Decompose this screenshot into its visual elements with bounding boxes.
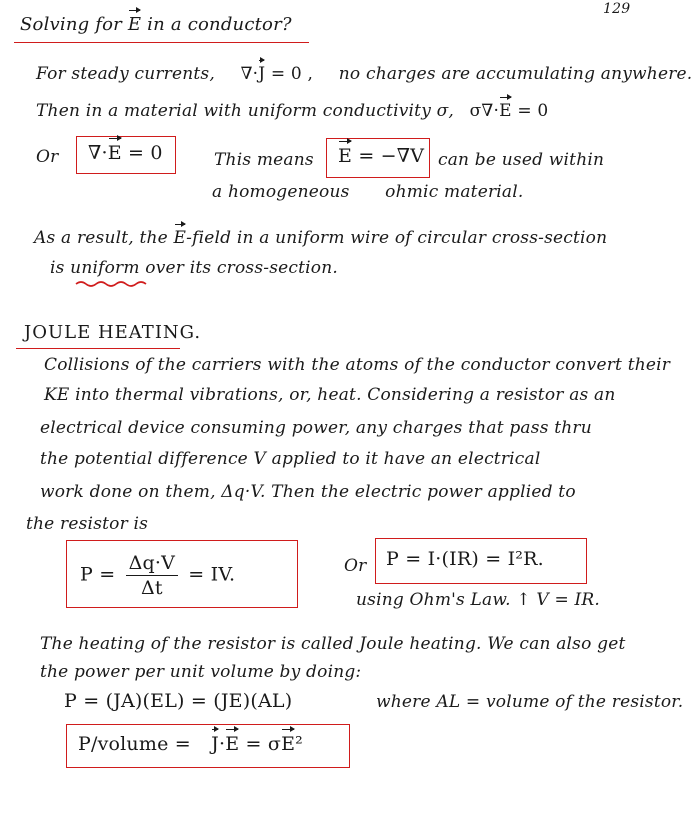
para-line-4: the potential difference V applied to it have an electrical	[40, 449, 541, 469]
para-line-5: work done on them, Δq·V. Then the electric power applied to	[40, 482, 576, 502]
heading2-underline	[16, 348, 180, 349]
or-label: Or	[36, 147, 59, 167]
heading1-underline	[14, 42, 309, 43]
or-label-2: Or	[344, 556, 367, 576]
uniform-squiggle	[76, 280, 146, 288]
page-number: 129	[603, 1, 631, 17]
divergence-eq: ∇·E = 0	[88, 142, 163, 164]
uniform-conductivity-line: Then in a material with uniform conductivity σ, σ∇·E = 0	[36, 101, 549, 121]
vector-e: E	[127, 14, 142, 35]
power-fraction: $\frac{\Delta q\cdot V}{\Delta t}$	[126, 552, 178, 599]
joule-line-1: The heating of the resistor is called Joule heating. We can also get	[40, 634, 626, 654]
this-means-label: This means	[214, 150, 314, 170]
joule-line-2: the power per unit volume by doing:	[40, 662, 362, 682]
power-i2r-eq: P = I·(IR) = I²R.	[386, 548, 544, 570]
ohms-law-note: using Ohm's Law. ↑ V = IR.	[356, 590, 601, 610]
para-line-6: the resistor is	[26, 514, 149, 534]
power-volume-derivation: P = (JA)(EL) = (JE)(AL)	[64, 690, 293, 712]
gradient-eq: E = −∇V	[338, 145, 425, 167]
where-volume-note: where AL = volume of the resistor.	[376, 692, 684, 712]
homogeneous-label: a homogeneous ohmic material.	[212, 182, 524, 202]
heading-joule-heating: JOULE HEATING.	[24, 322, 202, 343]
within-label: can be used within	[438, 150, 605, 170]
para-line-2: KE into thermal vibrations, or, heat. Considering a resistor as an	[44, 385, 616, 405]
steady-currents-line: For steady currents, ∇·J = 0 , no charges are accumulating anywhere.	[36, 64, 692, 84]
para-line-1: Collisions of the carriers with the atoms of the conductor convert their	[44, 355, 671, 375]
uniform-emphasis: uniform	[70, 258, 140, 278]
para-line-3: electrical device consuming power, any charges that pass thru	[40, 418, 592, 438]
result-line-2: is uniform over its cross-section.	[50, 258, 338, 278]
result-line-1: As a result, the E-field in a uniform wire of circular cross-section	[34, 228, 608, 248]
heading-solving-for-e: Solving for E in a conductor?	[20, 14, 292, 35]
power-per-volume-eq: P/volume = J·E = σE²	[78, 733, 303, 755]
power-iv-eq: P = $\frac{\Delta q\cdot V}{\Delta t}$ = IV.	[80, 552, 236, 599]
